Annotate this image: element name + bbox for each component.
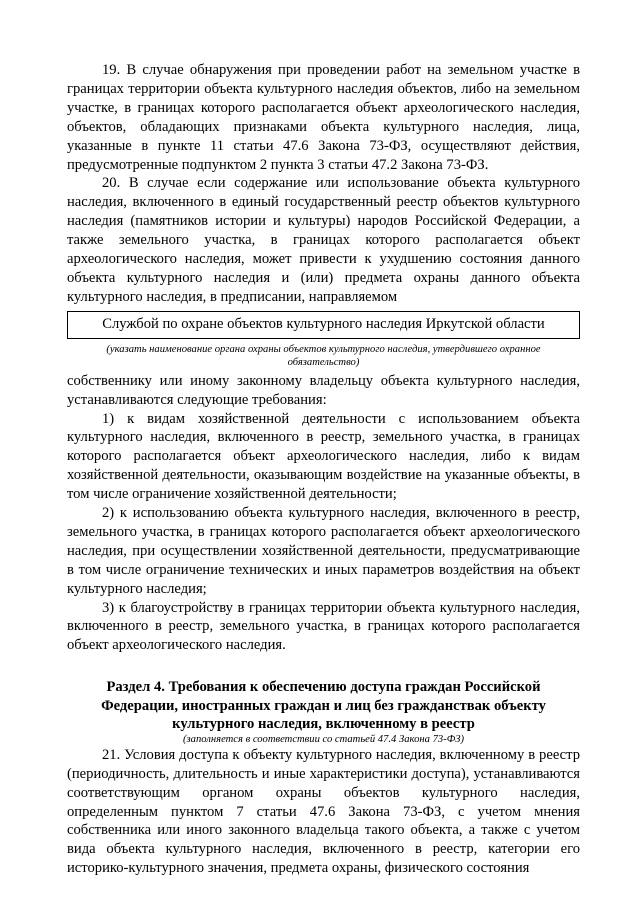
section-4-title: Раздел 4. Требования к обеспечению доступа граждан Российской Федерации, иностранных граждан и лиц без гражданствак объекту культурного наследия, включенному в реестр bbox=[101, 679, 546, 733]
requirement-item-1: 1) к видам хозяйственной деятельности с использованием объекта культурного наследия, включенного в реестр, земельного участка, в границах которого располагается объект археологического наследия, либо к видам хозяйственной деятельности, оказывающим воздействие на указанные объекты, в том числе ограничение хозяйственной деятельности; bbox=[67, 410, 580, 503]
requirement-item-2: 2) к использованию объекта культурного наследия, включенного в реестр, земельного участка, в границах которого располагается объект археологического наследия, при осуществлении хозяйственной деятельности, предусматривающие в том числе ограничение технических и иных параметров воздействия на объект культурного наследия; bbox=[67, 505, 580, 597]
paragraph-21: 21. Условия доступа к объекту культурного наследия, включенному в реестр (периодичность, длительность и иные характеристики доступа), устанавливаются соответствующим органом охраны объектов культурного наследия, определенным пунктом 7 статьи 47.6 Закона 73-ФЗ, с учетом мнения собственника или иного законного владельца такого объекта, а также с учетом вида объекта культурного наследия, включенного в реестр, категории его историко-культурного значения, предмета охраны, физического состояния bbox=[67, 746, 580, 877]
section-4-note: (заполняется в соответствии со статьей 47.4 Закона 73-ФЗ) bbox=[183, 733, 464, 745]
paragraph-19: 19. В случае обнаружения при проведении работ на земельном участке в границах территории объекта культурного наследия объектов, либо на земельном участке, в границах которого располагается объект археологического наследия, объектов, обладающих признаками объекта культурного наследия, лица, указанные в пункте 11 статьи 47.6 Закона 73-ФЗ, осуществляют действия, предусмотренные подпунктом 2 пункта 3 статьи 47.2 Закона 73-ФЗ. bbox=[67, 62, 580, 173]
authority-note: (указать наименование органа охраны объектов культурного наследия, утвердившего охранное обязательство) bbox=[106, 343, 541, 368]
requirement-item-3: 3) к благоустройству в границах территории объекта культурного наследия, включенного в реестр, земельного участка, в границах которого располагается объект археологического наследия. bbox=[67, 599, 580, 654]
paragraph-20-continuation: собственнику или иному законному владельцу объекта культурного наследия, устанавливаются следующие требования: bbox=[67, 372, 580, 408]
authority-name-box: Службой по охране объектов культурного наследия Иркутской области bbox=[67, 311, 580, 339]
paragraph-20: 20. В случае если содержание или использование объекта культурного наследия, включенного в единый государственный реестр объектов культурного наследия (памятников истории и культуры) народов Российской Федерации, а также земельного участка, в границах которого располагается объект археологического наследия, может привести к ухудшению состояния данного объекта культурного наследия и (или) предмета охраны данного объекта культурного наследия, в предписании, направляемом bbox=[67, 175, 580, 305]
